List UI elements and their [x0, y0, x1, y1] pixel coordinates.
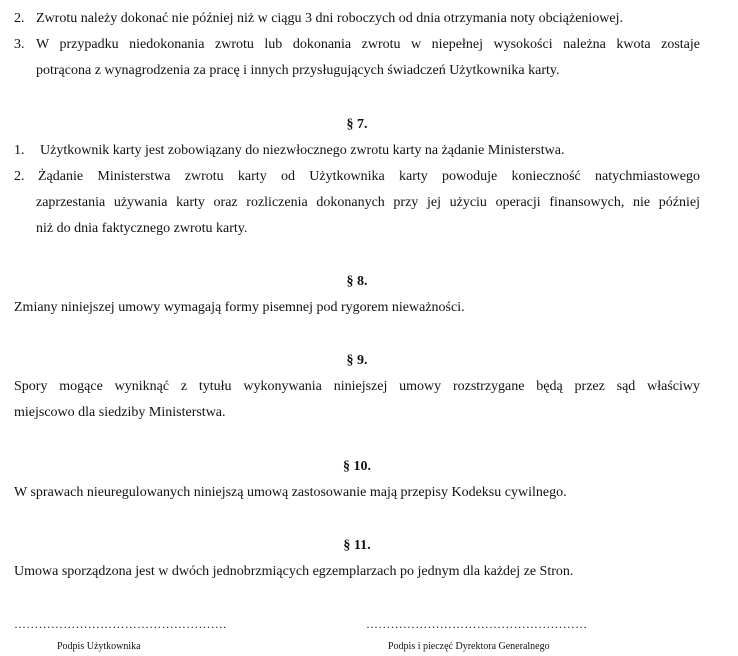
- signature-label-user: Podpis Użytkownika: [57, 641, 141, 652]
- list-item-text: Zwrotu należy dokonać nie później niż w ciągu 3 dni roboczych od dnia otrzymania noty obciążeniowej.: [36, 11, 624, 26]
- section-heading-10: § 10.: [343, 459, 371, 474]
- list-item-2: [14, 10, 623, 27]
- signature-line-user: …………………………………………….: [14, 617, 227, 631]
- section-heading-11: § 11.: [343, 538, 371, 553]
- s10-paragraph: W sprawach nieuregulowanych niniejszą umową zastosowanie mają przepisy Kodeksu cywilnego.: [14, 485, 567, 500]
- list-item-text: Żądanie Ministerstwa zwrotu karty od Użytkownika karty powoduje konieczność natychmiastowego: [38, 169, 700, 184]
- s8-paragraph: Zmiany niniejszej umowy wymagają formy pisemnej pod rygorem nieważności.: [14, 300, 465, 315]
- s7-item-1: [14, 142, 564, 159]
- list-number: 2.: [14, 169, 25, 184]
- list-number: 1.: [14, 143, 25, 158]
- list-number: 3.: [14, 37, 25, 52]
- s7-item-2-line-2: zaprzestania używania karty oraz rozliczenia dokonanych przy jej użyciu operacji finansowych, nie później: [36, 195, 700, 210]
- section-heading-9: § 9.: [346, 353, 368, 368]
- list-number: 2.: [14, 11, 25, 26]
- s9-paragraph-line-2: miejscowo dla siedziby Ministerstwa.: [14, 405, 226, 420]
- signature-label-director: Podpis i pieczęć Dyrektora Generalnego: [388, 641, 550, 652]
- list-item-3-continuation: [36, 62, 559, 79]
- s7-item-2-line-3: niż do dnia faktycznego zwrotu karty.: [36, 221, 248, 236]
- section-heading-8: § 8.: [346, 274, 368, 289]
- list-item-text: Użytkownik karty jest zobowiązany do niezwłocznego zwrotu karty na żądanie Ministerstwa.: [40, 143, 565, 158]
- section-heading-7: § 7.: [346, 117, 368, 132]
- list-item-text: W przypadku niedokonania zwrotu lub dokonania zwrotu w niepełnej wysokości należna kwota zostaje: [36, 37, 700, 52]
- s7-item-2: [14, 168, 700, 185]
- signature-line-director: ………………………………………………: [366, 617, 588, 631]
- list-item-3: [14, 36, 700, 53]
- s9-paragraph-line-1: Spory mogące wyniknąć z tytułu wykonywania niniejszej umowy rozstrzygane będą przez sąd właściwy: [14, 379, 700, 394]
- list-item-text: potrącona z wynagrodzenia za pracę i innych przysługujących świadczeń Użytkownika karty.: [36, 63, 560, 78]
- s11-paragraph: Umowa sporządzona jest w dwóch jednobrzmiących egzemplarzach po jednym dla każdej ze Stron.: [14, 564, 574, 579]
